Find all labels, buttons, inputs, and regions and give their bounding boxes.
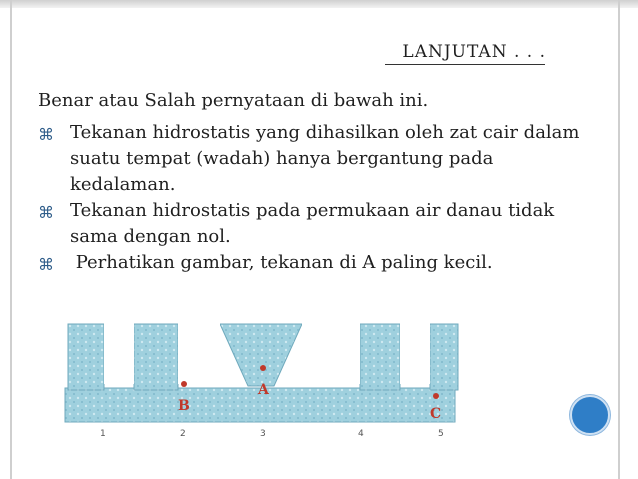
title-underline bbox=[385, 64, 545, 65]
vessels-illustration bbox=[60, 316, 480, 442]
tick-label: 1 bbox=[100, 429, 106, 439]
bullet-item bbox=[38, 198, 598, 250]
wall bbox=[302, 316, 360, 384]
point-c-marker bbox=[433, 393, 439, 399]
point-a-marker bbox=[260, 365, 266, 371]
bullet-list bbox=[38, 120, 598, 276]
vessel-1 bbox=[68, 324, 104, 390]
intro-text: Benar atau Salah pernyataan di bawah ini. bbox=[38, 90, 429, 111]
wall bbox=[178, 316, 220, 384]
tick-label: 5 bbox=[438, 429, 444, 439]
point-b-marker bbox=[181, 381, 187, 387]
bullet-marker-icon: ⌘ bbox=[38, 125, 54, 144]
communicating-vessels-figure bbox=[60, 316, 480, 442]
bullet-text: Tekanan hidrostatis yang dihasilkan oleh zat cair dalam suatu tempat (wadah) hanya bergantung pada kedalaman. bbox=[70, 122, 580, 195]
vessel-2 bbox=[134, 324, 178, 390]
bullet-item bbox=[38, 250, 598, 276]
bullet-text: Tekanan hidrostatis pada permukaan air danau tidak sama dengan nol. bbox=[70, 200, 555, 247]
circle-nav-icon[interactable] bbox=[570, 395, 610, 435]
right-border bbox=[618, 0, 620, 479]
wall bbox=[104, 316, 134, 384]
vessel-3-funnel bbox=[220, 324, 302, 386]
slide-title: LANJUTAN . . . bbox=[402, 42, 546, 62]
tick-label: 4 bbox=[358, 429, 364, 439]
bullet-item bbox=[38, 120, 598, 198]
bullet-marker-icon: ⌘ bbox=[38, 203, 54, 222]
left-border bbox=[10, 0, 12, 479]
vessel-5 bbox=[430, 324, 458, 390]
top-border bbox=[0, 0, 638, 8]
point-c-label: C bbox=[430, 406, 442, 422]
tick-label: 2 bbox=[180, 429, 186, 439]
tick-label: 3 bbox=[260, 429, 266, 439]
bullet-marker-icon: ⌘ bbox=[38, 255, 54, 274]
point-a-label: A bbox=[258, 382, 269, 398]
wall bbox=[400, 316, 430, 384]
bullet-text: Perhatikan gambar, tekanan di A paling kecil. bbox=[70, 252, 493, 273]
point-b-label: B bbox=[178, 398, 190, 414]
vessel-4 bbox=[360, 324, 400, 390]
